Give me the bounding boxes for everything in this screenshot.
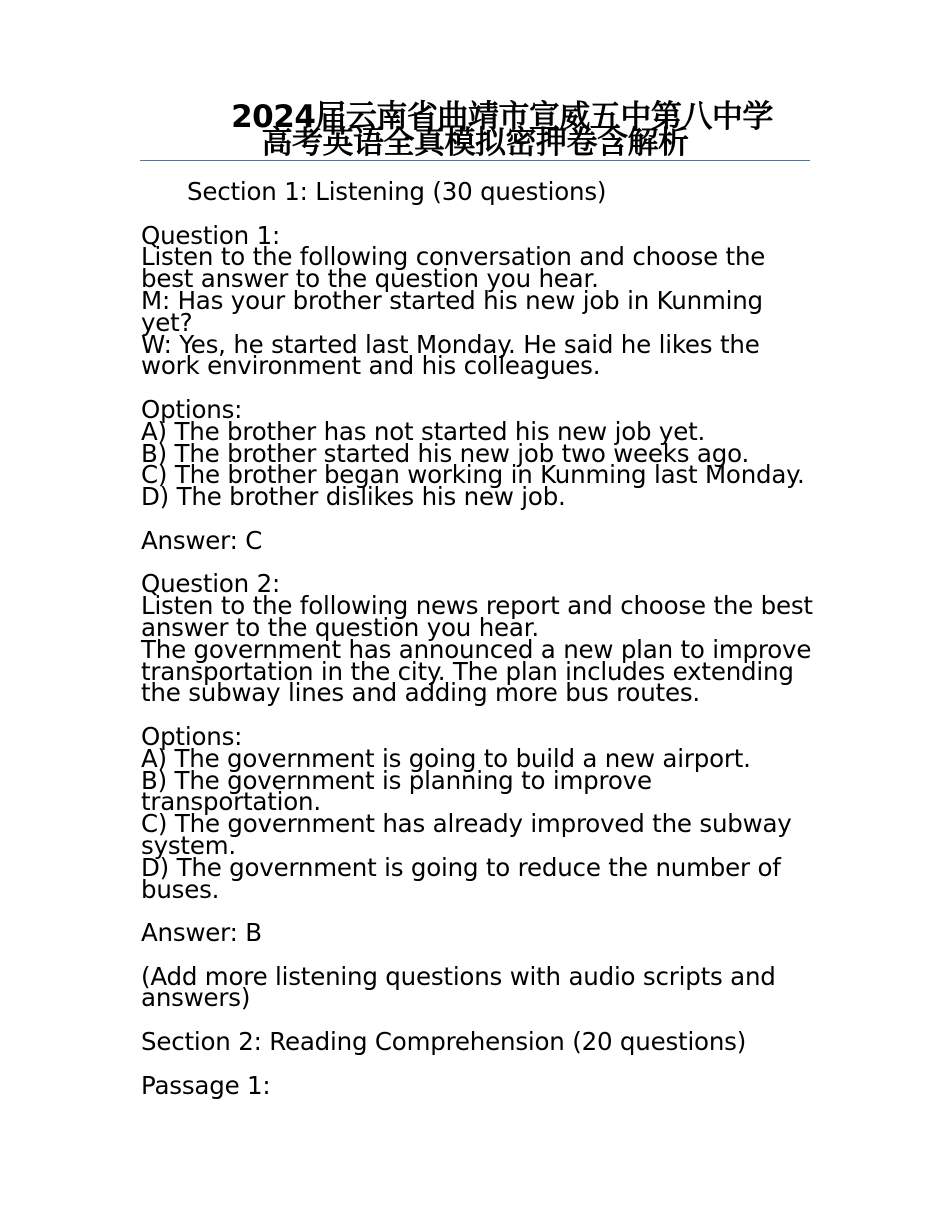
question-2-answer: Answer: B (141, 918, 262, 948)
question-2-report: The government has announced a new plan to improve (141, 634, 812, 664)
question-1-dialogue-w: W: Yes, he started last Monday. He said he likes the (141, 329, 760, 359)
section-2-heading: Section 2: Reading Comprehension (20 questions) (141, 1027, 747, 1057)
question-1-options-label: Options: (141, 394, 243, 424)
editor-note: answers) (141, 983, 251, 1013)
question-2-report: transportation in the city. The plan includes extending (141, 656, 794, 686)
question-1-option-a: A) The brother has not started his new job yet. (141, 416, 706, 446)
question-1-dialogue-m: yet? (141, 307, 193, 337)
question-2-prompt: Listen to the following news report and choose the best (141, 591, 813, 621)
question-2-option-d: buses. (141, 874, 220, 904)
question-1-label: Question 1: (141, 220, 281, 250)
question-1-dialogue-w: work environment and his colleagues. (141, 351, 601, 381)
question-1-prompt: best answer to the question you hear. (141, 264, 599, 294)
title-line-1: 2024届云南省曲靖市宣威五中第八中学 (231, 99, 773, 135)
title-line-2: 高考英语全真模拟密押卷含解析 (261, 125, 689, 161)
editor-note: (Add more listening questions with audio scripts and (141, 961, 776, 991)
title-underline (140, 160, 810, 161)
question-2-option-c: C) The government has already improved the subway (141, 809, 792, 839)
question-2-option-d: D) The government is going to reduce the number of (141, 852, 781, 882)
document-body (141, 177, 821, 1100)
question-1-answer: Answer: C (141, 525, 263, 555)
question-2-report: the subway lines and adding more bus routes. (141, 678, 700, 708)
question-1-option-d: D) The brother dislikes his new job. (141, 482, 566, 512)
question-1-prompt: Listen to the following conversation and choose the (141, 242, 766, 272)
question-2-options-label: Options: (141, 721, 243, 751)
question-2-option-c: system. (141, 830, 236, 860)
passage-1-label: Passage 1: (141, 1070, 271, 1100)
question-2-label: Question 2: (141, 569, 281, 599)
question-2-prompt: answer to the question you hear. (141, 612, 539, 642)
question-2-option-b: transportation. (141, 787, 321, 817)
question-1-dialogue-m: M: Has your brother started his new job in Kunming (141, 285, 763, 315)
question-1-option-b: B) The brother started his new job two weeks ago. (141, 438, 750, 468)
document-title (140, 99, 810, 161)
section-1-heading: Section 1: Listening (30 questions) (187, 177, 607, 206)
question-2-option-a: A) The government is going to build a new airport. (141, 743, 751, 773)
question-2-option-b: B) The government is planning to improve (141, 765, 652, 795)
question-1-option-c: C) The brother began working in Kunming last Monday. (141, 460, 805, 490)
